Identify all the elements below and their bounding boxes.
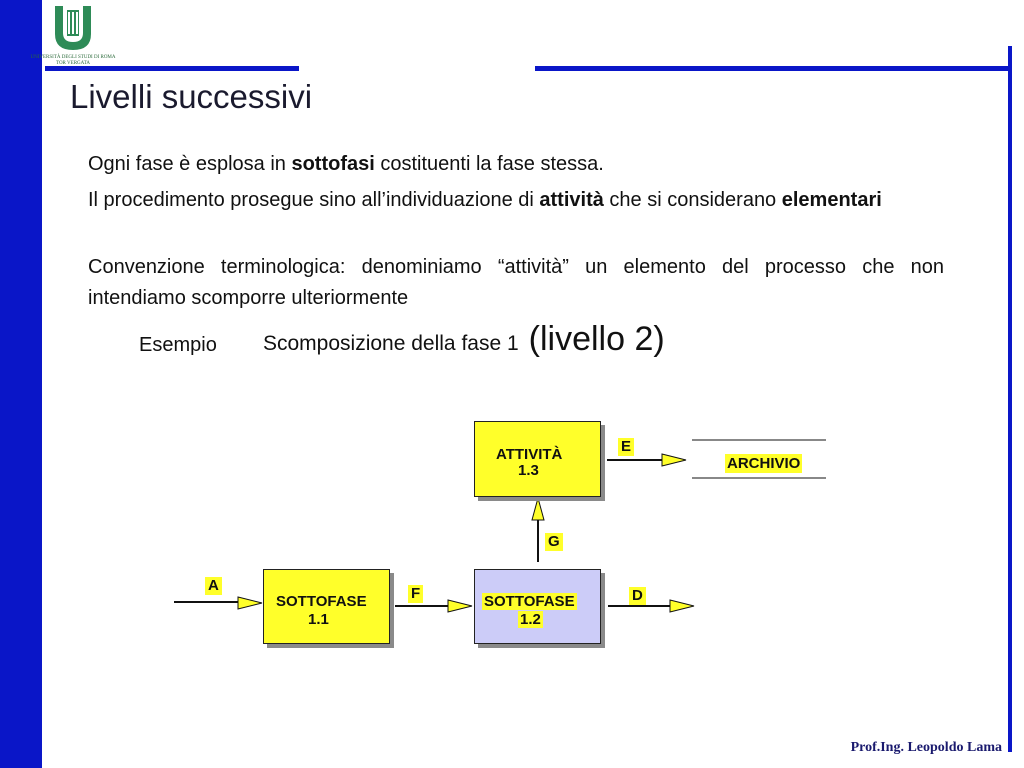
flow-label-g: G bbox=[545, 533, 563, 551]
flow-a-arrowhead bbox=[238, 597, 262, 609]
box-subphase-1-2-number: 1.2 bbox=[520, 611, 541, 628]
box-activity-label: ATTIVITÀ bbox=[496, 446, 563, 463]
flow-label-d: D bbox=[629, 587, 646, 605]
flow-label-a: A bbox=[205, 577, 222, 595]
box-subphase-1-1 bbox=[263, 569, 390, 644]
flow-label-e: E bbox=[618, 438, 634, 456]
archive-label: ARCHIVIO bbox=[727, 455, 801, 472]
p1-bold: sottofasi bbox=[291, 153, 375, 175]
p2-bold-elementary: elementari bbox=[781, 189, 882, 211]
flow-e-arrowhead bbox=[662, 454, 686, 466]
box-subphase-1-1-label: SOTTOFASE bbox=[276, 593, 367, 610]
flow-f-arrowhead bbox=[448, 600, 472, 612]
footer-author: Prof.Ing. Leopoldo Lama bbox=[850, 740, 1002, 755]
p1-text-c: costituenti la fase stessa. bbox=[374, 153, 604, 175]
box-activity-number: 1.3 bbox=[518, 462, 539, 479]
slide-title: Livelli successivi bbox=[70, 78, 313, 115]
example-label: Esempio bbox=[139, 334, 217, 356]
box-subphase-1-2-label: SOTTOFASE bbox=[484, 593, 575, 610]
logo-text-university: UNIVERSITÀ DEGLI STUDI DI ROMA bbox=[30, 55, 116, 60]
p2-text-c: che si considerano bbox=[603, 189, 782, 211]
p2-text-a: Il procedimento prosegue sino all’individuazione di bbox=[88, 189, 540, 211]
p2-bold-activities: attività bbox=[539, 189, 604, 211]
example-description: Scomposizione della fase 1 bbox=[263, 332, 519, 355]
example-level: (livello 2) bbox=[528, 320, 665, 358]
box-subphase-1-1-number: 1.1 bbox=[308, 611, 329, 628]
logo-text-city: TOR VERGATA bbox=[55, 61, 91, 66]
flow-d-arrowhead bbox=[670, 600, 694, 612]
flow-g-arrowhead bbox=[532, 498, 544, 520]
box-activity-1-3 bbox=[474, 421, 601, 497]
flow-label-f: F bbox=[408, 585, 423, 603]
box-subphase-1-2 bbox=[474, 569, 601, 644]
p1-text-a: Ogni fase è esplosa in bbox=[88, 153, 292, 175]
paragraph-convention: Convenzione terminologica: denominiamo “attività” un elemento del processo che non intendiamo scomporre ulteriormente bbox=[88, 256, 944, 309]
